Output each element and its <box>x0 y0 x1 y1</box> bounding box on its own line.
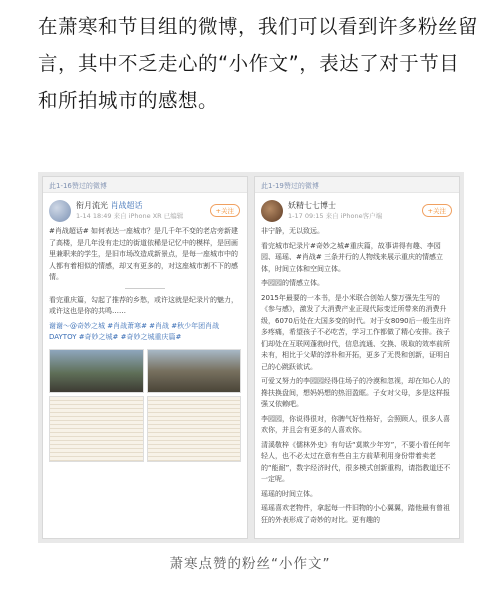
weibo-post-right <box>254 176 460 539</box>
post-image[interactable] <box>49 349 144 393</box>
post-content <box>43 226 247 462</box>
user-name[interactable]: 妖精七七博士 <box>288 201 336 210</box>
post-text: 李园园的情感立体。 <box>261 279 324 287</box>
post-text: 2015年最要的一本书，是小米联合创始人黎万强先生写的《参与感》，激发了大消费产业正现代际变迁所带来的消费升级，6070后处在大国多变的时代。对于女8090后一般生出许多疼痛，希望孩子不必吃苦，学习工作都做了精心安排。孩子们却处在互联网蓬勃时代，信息流通、交换、吸取的效率前所未有，相比于父辈的淳朴和开拓，更多了无畏和创新，证明自己的心跳跃欲试。 <box>261 293 451 371</box>
liked-weibo-bar: 此1-19赞过的微博 <box>255 177 459 193</box>
liked-weibo-bar: 此1-16赞过的微博 <box>43 177 247 193</box>
post-image[interactable] <box>147 396 242 462</box>
post-image[interactable] <box>49 396 144 462</box>
post-text: 清溪敬梓《儒林外史》有句话“莫欺少年穷”，不要小看任何年轻人，也不必太过在意有些自主方前辈利用身份带着卖老的“能耐”，数字经济时代，很多模式创新重构，请指教道还不一定呢。 <box>261 440 451 483</box>
screenshot-collage <box>38 172 464 543</box>
post-text: 瑶瑶的时间立体。 <box>261 489 317 498</box>
divider <box>125 288 165 289</box>
avatar[interactable] <box>261 200 283 222</box>
post-text: 看完城市纪录片#奇妙之城#重庆篇，故事讲得有趣、李园园、瑶瑶、#肖战# 三条并行的人物线来展示重庆的情感立体，时间立体和空间立体。 <box>261 241 443 273</box>
supertopic-badge[interactable]: 肖战超话 <box>110 201 143 210</box>
post-header <box>255 193 459 226</box>
image-caption: 萧寒点赞的粉丝“小作文” <box>169 556 331 572</box>
post-header <box>43 193 247 226</box>
follow-button[interactable]: +关注 <box>422 204 452 217</box>
post-time: 1-17 09:15 来自 iPhone客户端 <box>288 212 383 220</box>
weibo-post-left <box>42 176 248 539</box>
image-grid <box>49 349 241 462</box>
post-content <box>255 226 459 526</box>
post-text: 瑶瑶喜欢老物件，拿起每一件旧物的小心翼翼，踏他最有曾祖狂的外表形成了奇妙的对比。更有趣的 <box>261 504 450 524</box>
follow-button[interactable]: +关注 <box>210 204 240 217</box>
post-text: 看完重庆篇，勾起了推荐的乡愁，或许这就是纪录片的魅力，或许这也是你的共鸣…… <box>49 295 238 315</box>
post-text: 李园园，你说得很对，你脾气好性格好，会照顾人，很多人喜欢你，并且会有更多的人喜欢你。 <box>261 414 450 434</box>
avatar[interactable] <box>49 200 71 222</box>
post-time: 1-14 18:49 来自 iPhone XR 已编辑 <box>76 212 184 220</box>
post-tags[interactable]: 谢谢～@奇妙之城 #肖战萧寒# #肖战 #秋少年团肖战 DAYTOY #奇妙之城# #奇妙之城重庆篇# <box>49 321 220 341</box>
post-text: #肖战超话# 如何表达一座城市？是几千年不变的老店旁新建了高楼，是几年没有走过的街道依稀是记忆中的模样，是回画里兼职来的学生，是旧市场改造成新景点，是每一座城市中的人都有着相似的情感，却又有更多的，对这座城市割不下的感情。 <box>49 227 238 281</box>
post-text: 非宁静，无以致远。 <box>261 227 324 235</box>
user-name[interactable]: 衔月流光 <box>76 201 108 210</box>
post-image[interactable] <box>147 349 242 393</box>
intro-paragraph: 在萧寒和节目组的微博，我们可以看到许多粉丝留言，其中不乏走心的“小作文”，表达了对于节目和所拍城市的感想。 <box>38 15 479 112</box>
post-text: 可爱又努力的李园园经得住场子的冷漠和忽视，却在知心人的搀扶换盘间，想妈妈想的热泪盈眶。子女对父母，多是这样报强又依赖吧。 <box>261 377 450 408</box>
